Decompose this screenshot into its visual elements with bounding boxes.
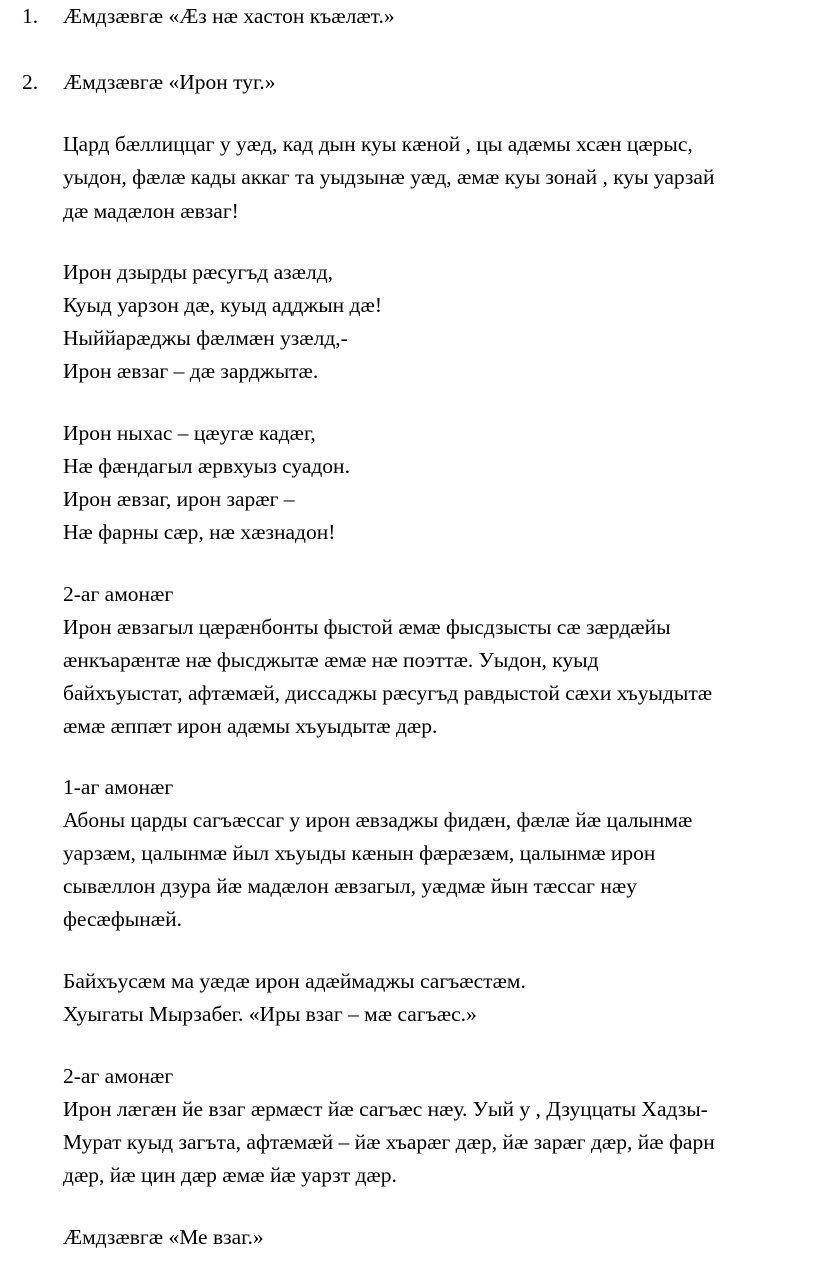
paragraph-line: æмæ æппæт ирон адæмы хъуыдытæ дæр. — [63, 714, 438, 738]
paragraph-line: Мурат куыд загъта, афтæмæй – йæ хъарæг дæр, йæ зарæг дæр, йæ фарн — [63, 1130, 715, 1154]
poem-line: Ирон ныхас – цæугæ кадæг, — [63, 421, 316, 445]
paragraph-line: Абоны царды сагъæссаг у ирон æвзаджы фидæн, фæлæ йæ цалынмæ — [63, 808, 693, 832]
paragraph-line: æнкъарæнтæ нæ фысджытæ æмæ нæ поэттæ. Уыдон, куыд — [63, 648, 599, 672]
poem-line: Ныййарæджы фæлмæн узæлд,- — [63, 326, 348, 350]
speaker-heading: 2-аг амонæг — [63, 582, 174, 606]
poem-line: Нæ фæндагыл æрвхуыз суадон. — [63, 454, 350, 478]
list-number-1: 1. — [22, 4, 39, 28]
paragraph-line: уарзæм, цалынмæ йыл хъуыды кæнын фæрæзæм, цалынмæ ирон — [63, 841, 656, 865]
closing-title: Æмдзæвгæ «Ме взаг.» — [63, 1225, 264, 1249]
list-number-2: 2. — [22, 70, 39, 94]
poem-line: Куыд уарзон дæ, куыд адджын дæ! — [63, 293, 382, 317]
poem-line: Ирон дзырды рæсугъд азæлд, — [63, 260, 334, 284]
paragraph-line: дæ мадæлон æвзаг! — [63, 199, 239, 223]
paragraph-line: дæр, йæ цин дæр æмæ йæ уарзт дæр. — [63, 1163, 397, 1187]
paragraph-line: сывæллон дзура йæ мадæлон æвзагыл, уæдмæ йын тæссаг нæу — [63, 874, 637, 898]
speaker-heading: 2-аг амонæг — [63, 1064, 174, 1088]
list-item-2: Æмдзæвгæ «Ирон туг.» — [63, 70, 276, 94]
paragraph-line: фесæфынæй. — [63, 907, 182, 931]
paragraph-line: Ирон æвзагыл цæрæнбонты фыстой æмæ фысдзысты сæ зæрдæйы — [63, 615, 671, 639]
poem-line: Нæ фарны сæр, нæ хæзнадон! — [63, 520, 336, 544]
poem-line: Ирон æвзаг – дæ зарджытæ. — [63, 359, 319, 383]
poem-line: Ирон æвзаг, ирон зарæг – — [63, 487, 295, 511]
paragraph-line: Цард бæллиццаг у уæд, кад дын куы кæной , цы адæмы хсæн цæрыс, — [63, 132, 693, 156]
list-item-1: Æмдзæвгæ «Æз нæ хастон къæлæт.» — [63, 4, 395, 28]
paragraph-line: Ирон лæгæн йе взаг æрмæст йæ сагъæс нæу. Уый у , Дзуццаты Хадзы- — [63, 1097, 708, 1121]
paragraph-line: байхъуыстат, афтæмæй, диссаджы рæсугъд равдыстой сæхи хъуыдытæ — [63, 681, 713, 705]
paragraph-line: Хуыгаты Мырзабег. «Иры взаг – мæ сагъæс.» — [63, 1002, 477, 1026]
paragraph-line: уыдон, фæлæ кады аккаг та уыдзынæ уæд, æмæ куы зонай , куы уарзай — [63, 165, 715, 189]
speaker-heading: 1-аг амонæг — [63, 775, 174, 799]
paragraph-line: Байхъусæм ма уæдæ ирон адæймаджы сагъæстæм. — [63, 969, 526, 993]
